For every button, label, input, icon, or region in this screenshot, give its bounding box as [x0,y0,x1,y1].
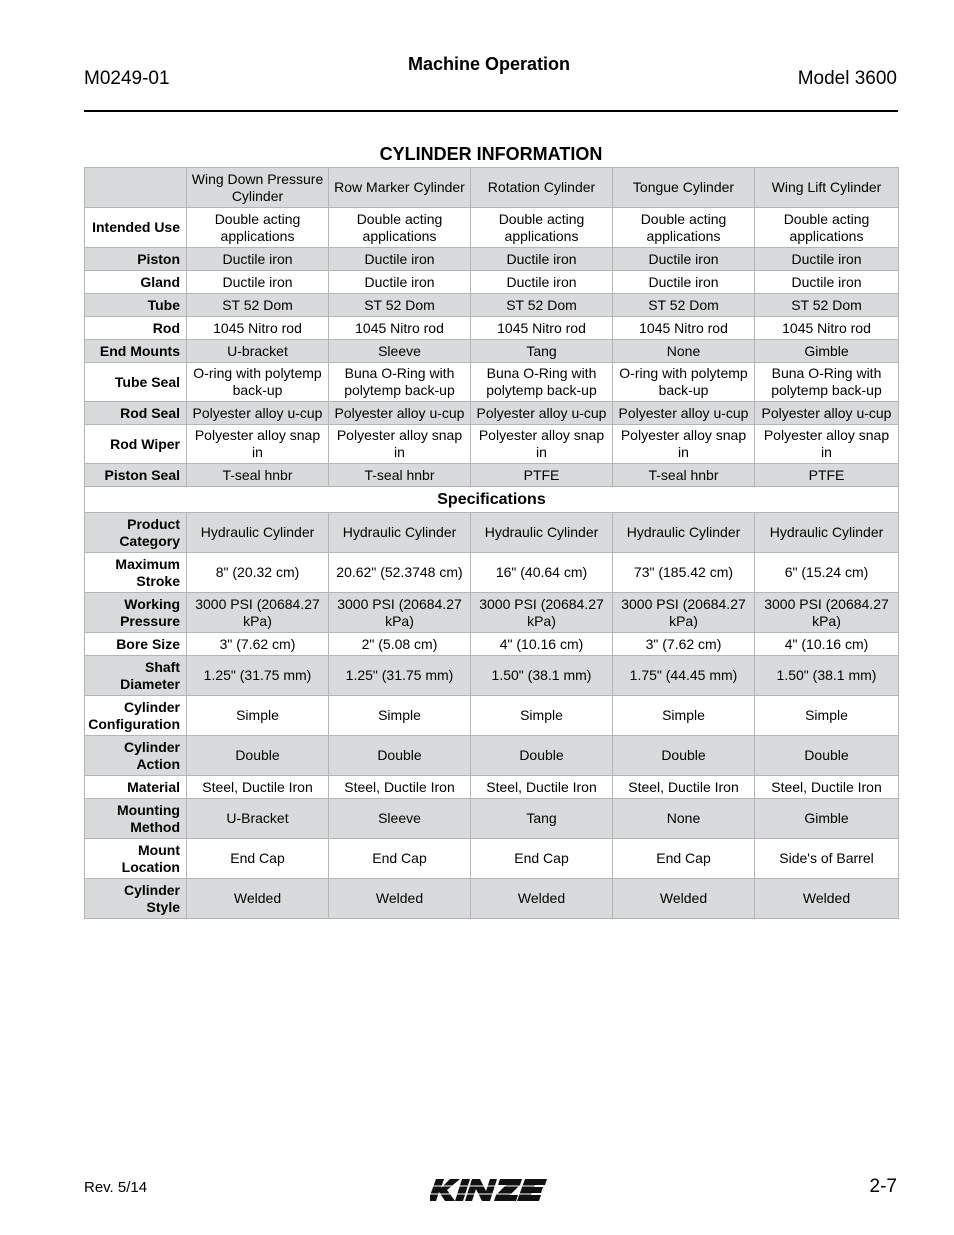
table-title: CYLINDER INFORMATION [379,144,603,164]
spec-cell: None [613,799,755,839]
spec-row [85,513,899,553]
column-header: Tongue Cylinder [613,168,755,208]
table-cell: Polyester alloy snap in [613,425,755,464]
table-cell: Polyester alloy snap in [329,425,471,464]
spec-cell: 3" (7.62 cm) [187,633,329,656]
row-label: Rod [85,317,187,340]
table-row [85,464,899,487]
table-cell: Ductile iron [613,271,755,294]
spec-cell: Double [613,736,755,776]
table-cell: T-seal hnbr [329,464,471,487]
spec-cell: Side's of Barrel [755,839,899,879]
spec-cell: Welded [471,879,613,919]
cylinder-information-table [84,167,899,919]
spec-cell: Hydraulic Cylinder [755,513,899,553]
row-label: Gland [85,271,187,294]
spec-cell: 3000 PSI (20684.27 kPa) [471,593,613,633]
table-cell: Polyester alloy u-cup [613,402,755,425]
spec-cell: Double [471,736,613,776]
table-cell: PTFE [755,464,899,487]
spec-row [85,553,899,593]
row-label: Tube [85,294,187,317]
column-header: Row Marker Cylinder [329,168,471,208]
table-cell: Ductile iron [755,248,899,271]
table-cell: Ductile iron [755,271,899,294]
row-label: Tube Seal [85,363,187,402]
header-divider [84,110,898,112]
spec-row [85,696,899,736]
spec-row [85,633,899,656]
table-cell: ST 52 Dom [471,294,613,317]
spec-cell: Steel, Ductile Iron [613,776,755,799]
spec-cell: Steel, Ductile Iron [329,776,471,799]
spec-cell: 1.25" (31.75 mm) [187,656,329,696]
spec-row [85,736,899,776]
spec-cell: 8" (20.32 cm) [187,553,329,593]
spec-cell: Simple [187,696,329,736]
table-row [85,294,899,317]
table-cell: Buna O-Ring with polytemp back-up [471,363,613,402]
table-cell: Ductile iron [187,248,329,271]
spec-cell: 3000 PSI (20684.27 kPa) [329,593,471,633]
spec-cell: Steel, Ductile Iron [471,776,613,799]
spec-cell: 16" (40.64 cm) [471,553,613,593]
table-cell: ST 52 Dom [755,294,899,317]
column-header: Wing Lift Cylinder [755,168,899,208]
spec-cell: End Cap [187,839,329,879]
spec-cell: 1.75" (44.45 mm) [613,656,755,696]
spec-row [85,879,899,919]
row-label: Piston Seal [85,464,187,487]
table-cell: O-ring with polytemp back-up [187,363,329,402]
page-number: 2-7 [869,1176,897,1197]
spec-cell: 4" (10.16 cm) [755,633,899,656]
spec-label: Material [85,776,187,799]
spec-label: Working Pressure [85,593,187,633]
table-cell: Double acting applications [471,208,613,248]
spec-label: Mounting Method [85,799,187,839]
table-cell: 1045 Nitro rod [471,317,613,340]
spec-cell: 1.50" (38.1 mm) [471,656,613,696]
spec-cell: Welded [187,879,329,919]
table-cell: 1045 Nitro rod [755,317,899,340]
spec-cell: Steel, Ductile Iron [755,776,899,799]
spec-cell: Simple [329,696,471,736]
spec-row [85,839,899,879]
table-cell: Polyester alloy snap in [755,425,899,464]
table-cell: Polyester alloy u-cup [187,402,329,425]
table-cell: ST 52 Dom [613,294,755,317]
spec-cell: 1.25" (31.75 mm) [329,656,471,696]
spec-cell: 3000 PSI (20684.27 kPa) [613,593,755,633]
column-header: Rotation Cylinder [471,168,613,208]
spec-row [85,799,899,839]
column-header: Wing Down Pressure Cylinder [187,168,329,208]
table-row [85,248,899,271]
spec-row [85,776,899,799]
spec-cell: End Cap [471,839,613,879]
row-label: Rod Seal [85,402,187,425]
spec-cell: Hydraulic Cylinder [471,513,613,553]
spec-cell: Simple [613,696,755,736]
spec-cell: Simple [471,696,613,736]
spec-cell: Double [329,736,471,776]
spec-cell: Welded [613,879,755,919]
spec-row [85,656,899,696]
document-number: M0249-01 [84,68,170,89]
revision-label: Rev. 5/14 [84,1179,148,1196]
table-header-row [85,168,899,208]
table-cell: Ductile iron [329,271,471,294]
table-cell: PTFE [471,464,613,487]
spec-cell: Hydraulic Cylinder [613,513,755,553]
spec-cell: Welded [755,879,899,919]
table-row [85,363,899,402]
table-cell: Double acting applications [187,208,329,248]
spec-cell: Steel, Ductile Iron [187,776,329,799]
spec-cell: Double [755,736,899,776]
spec-cell: 3" (7.62 cm) [613,633,755,656]
table-cell: ST 52 Dom [329,294,471,317]
spec-cell: End Cap [613,839,755,879]
spec-cell: End Cap [329,839,471,879]
table-row [85,208,899,248]
specifications-heading: Specifications [85,487,899,513]
table-row [85,317,899,340]
spec-cell: 1.50" (38.1 mm) [755,656,899,696]
spec-label: Maximum Stroke [85,553,187,593]
spec-label: Cylinder Style [85,879,187,919]
table-cell: Double acting applications [755,208,899,248]
table-row [85,340,899,363]
spec-label: Cylinder Configuration [85,696,187,736]
spec-cell: Hydraulic Cylinder [187,513,329,553]
spec-label: Shaft Diameter [85,656,187,696]
table-cell: Buna O-Ring with polytemp back-up [755,363,899,402]
table-cell: 1045 Nitro rod [187,317,329,340]
spec-cell: Double [187,736,329,776]
spec-cell: 4" (10.16 cm) [471,633,613,656]
row-label: Intended Use [85,208,187,248]
table-cell: None [613,340,755,363]
spec-cell: Sleeve [329,799,471,839]
table-cell: Ductile iron [471,271,613,294]
spec-cell: Tang [471,799,613,839]
spec-cell: Gimble [755,799,899,839]
table-cell: Sleeve [329,340,471,363]
table-cell: ST 52 Dom [187,294,329,317]
table-cell: Double acting applications [329,208,471,248]
table-cell: Tang [471,340,613,363]
table-cell: Ductile iron [471,248,613,271]
table-cell: Ductile iron [329,248,471,271]
table-cell: Polyester alloy u-cup [755,402,899,425]
table-cell: Buna O-Ring with polytemp back-up [329,363,471,402]
row-label: Rod Wiper [85,425,187,464]
spec-label: Mount Location [85,839,187,879]
table-cell: 1045 Nitro rod [329,317,471,340]
spec-cell: 20.62" (52.3748 cm) [329,553,471,593]
table-cell: Polyester alloy snap in [471,425,613,464]
table-cell: T-seal hnbr [613,464,755,487]
spec-cell: 6" (15.24 cm) [755,553,899,593]
table-cell: 1045 Nitro rod [613,317,755,340]
row-label: End Mounts [85,340,187,363]
spec-label: Product Category [85,513,187,553]
table-cell: Polyester alloy snap in [187,425,329,464]
column-header [85,168,187,208]
table-row [85,425,899,464]
kinze-logo [430,1176,550,1204]
table-cell: Ductile iron [613,248,755,271]
spec-cell: Hydraulic Cylinder [329,513,471,553]
spec-label: Cylinder Action [85,736,187,776]
spec-cell: 2" (5.08 cm) [329,633,471,656]
spec-label: Bore Size [85,633,187,656]
spec-cell: 3000 PSI (20684.27 kPa) [187,593,329,633]
table-cell: Gimble [755,340,899,363]
table-cell: Polyester alloy u-cup [471,402,613,425]
table-cell: O-ring with polytemp back-up [613,363,755,402]
model-name: Model 3600 [797,68,897,89]
spec-cell: 3000 PSI (20684.27 kPa) [755,593,899,633]
table-row [85,402,899,425]
spec-cell: U-Bracket [187,799,329,839]
row-label: Piston [85,248,187,271]
table-row [85,271,899,294]
spec-cell: 73" (185.42 cm) [613,553,755,593]
table-cell: T-seal hnbr [187,464,329,487]
specifications-heading-row [85,487,899,513]
table-cell: Polyester alloy u-cup [329,402,471,425]
spec-cell: Simple [755,696,899,736]
spec-row [85,593,899,633]
section-title: Machine Operation [407,54,571,74]
table-cell: U-bracket [187,340,329,363]
table-cell: Double acting applications [613,208,755,248]
table-cell: Ductile iron [187,271,329,294]
spec-cell: Welded [329,879,471,919]
